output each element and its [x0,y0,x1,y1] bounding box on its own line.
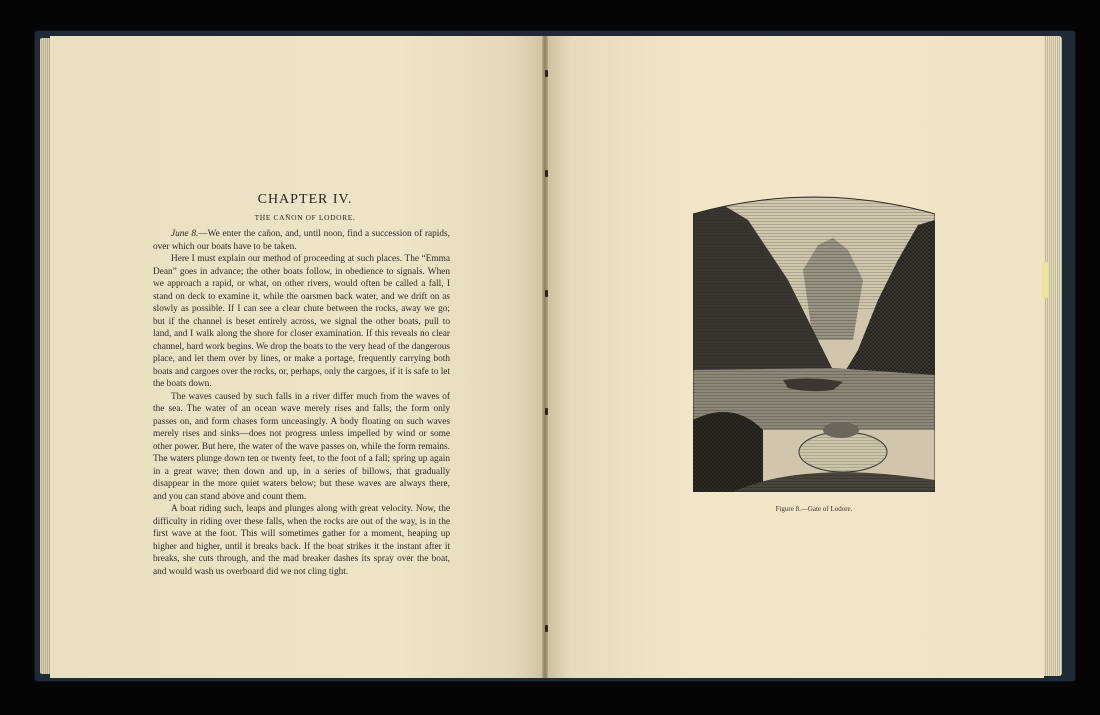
bookmark-tab [1042,262,1048,298]
figure-caption: Figure 8.—Gate of Lodore. [775,505,853,513]
chapter-body [153,228,450,578]
binding-stitch [545,625,548,632]
paragraph: A boat riding such, leaps and plunges along with great velocity. Now, the difficulty in riding over these falls, when the rocks are out of the way, is in the first wave at the foot. This will sometimes gather for a moment, heaping up higher and higher, until it breaks back. If the boat strikes it the instant after it breaks, she cuts through, and the mad breaker dashes its spray over the boat, and would wash us overboard did we not cling tight. [153,504,450,577]
canyon-engraving [693,190,935,492]
paragraph-date: June 8. [171,229,199,239]
paragraph [153,228,450,253]
paragraph: The waves caused by such falls in a river differ much from the waves of the sea. The water of an ocean wave merely rises and falls; the form only passes on, and form chases form unceasingly. A body floating on such waves merely rises and sinks—does not progress unless impelled by wind or some other power. But here, the water of the wave passes on, while the form remains. The waters plunge down ten or twenty feet, to the foot of a fall; spring up again in a great wave; then down and up, in a series of billows, that gradually disappear in the more quiet waters below; but these waves are always there, and you can stand above and count them. [153,391,450,502]
chapter-subheading: THE CAÑON OF LODORE. [254,213,356,222]
figure-illustration [693,190,935,492]
binding-stitch [545,290,548,297]
book-gutter [542,36,548,678]
paragraph-text: —We enter the cañon, and, until noon, find a succession of rapids, over which our boats have to be taken. [153,229,450,252]
binding-stitch [545,170,548,177]
binding-stitch [545,408,548,415]
chapter-heading: CHAPTER IV. [257,192,353,207]
binding-stitch [545,70,548,77]
paragraph: Here I must explain our method of proceeding at such places. The “Emma Dean” goes in advance; the other boats follow, in obedience to signals. When we approach a rapid, or what, on other rivers, would often be called a fall, I stand on deck to examine it, while the oarsmen back water, and we drift on as slowly as possible. If I can see a clear chute between the rocks, away we go; but if the channel is beset entirely across, we signal the other boats, pull to land, and I walk along the shore for closer examination. If this reveals no clear channel, hard work begins. We drop the boats to the very head of the dangerous place, and let them over by lines, or make a portage, frequently carrying both boats and cargoes over the rocks, or, perhaps, only the cargoes, if it is safe to let the boats down. [153,254,450,389]
